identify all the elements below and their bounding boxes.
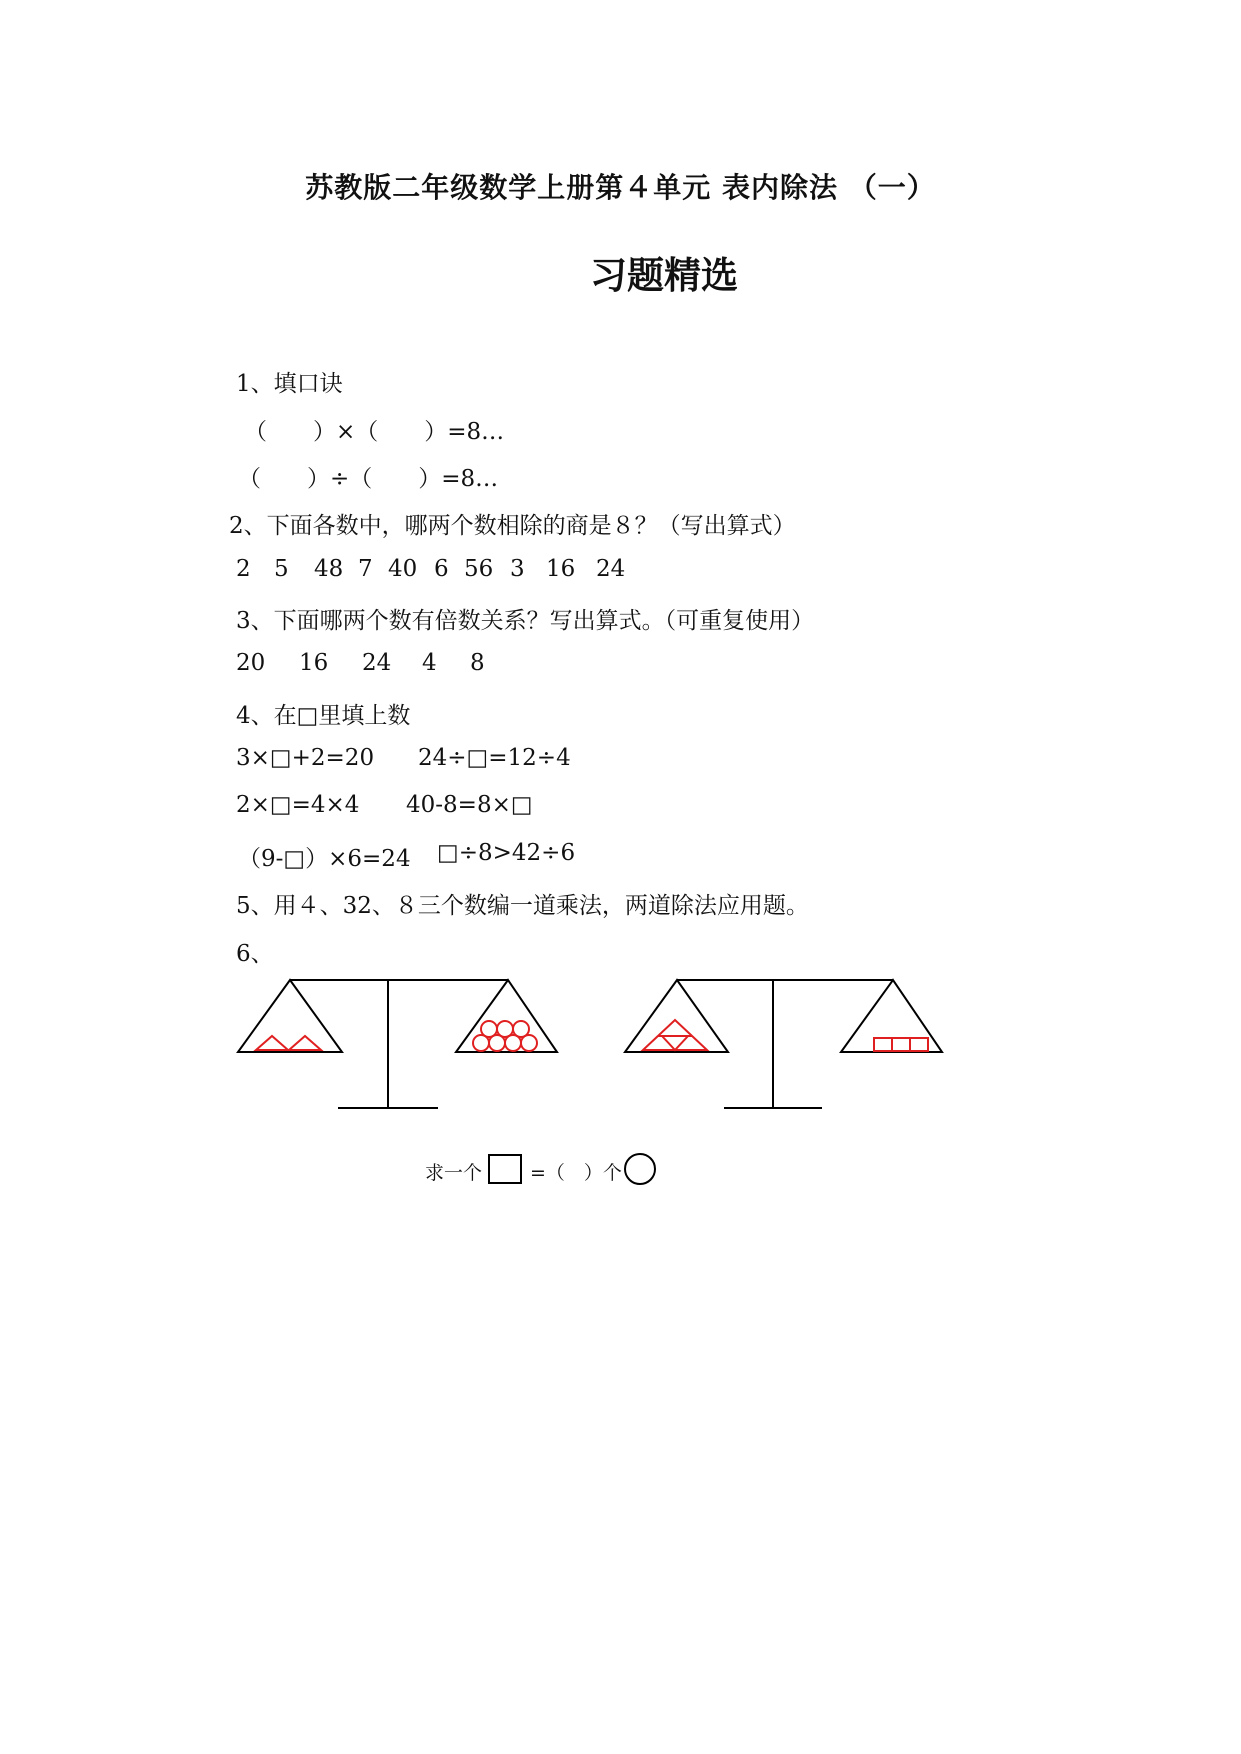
q2-number: 48 <box>314 556 344 582</box>
left-balance-scale <box>238 980 557 1108</box>
q4-eq1: 3×□+2=20 <box>236 745 375 771</box>
left-scale-right-pan <box>456 980 557 1052</box>
square-shape <box>874 1038 892 1051</box>
q3-number: 24 <box>362 650 392 676</box>
q4-eq6: □÷8>42÷6 <box>437 840 576 866</box>
triangle-shape <box>256 1036 288 1050</box>
circle-shape <box>497 1021 513 1037</box>
left-pan-triangles <box>256 1036 321 1050</box>
q2-number: 5 <box>274 556 289 582</box>
q3-number: 4 <box>422 650 437 676</box>
q2-number: 7 <box>358 556 373 582</box>
q4-eq2: 24÷□=12÷4 <box>418 745 571 771</box>
square-icon <box>489 1155 521 1183</box>
triangle-shape <box>289 1036 321 1050</box>
circle-shape <box>481 1021 497 1037</box>
square-shape <box>910 1038 928 1051</box>
right-pan-circles <box>473 1021 537 1051</box>
q2-number: 16 <box>546 556 576 582</box>
q2-number: 24 <box>596 556 626 582</box>
q4-label: 4、在□里填上数 <box>236 703 411 729</box>
q1-line1: （ ）×（ ）=8… <box>244 419 505 445</box>
right-pan-squares <box>874 1038 928 1051</box>
q1-line2: （ ）÷（ ）=8… <box>238 466 499 492</box>
q2-number: 40 <box>388 556 418 582</box>
q3-number: 20 <box>236 650 266 676</box>
q2-number: 56 <box>464 556 494 582</box>
q2-number: 2 <box>236 556 251 582</box>
left-pan-triangle-square-stack <box>643 1020 707 1050</box>
q2-number: 6 <box>434 556 449 582</box>
q4-eq5: （9-□）×6=24 <box>238 846 411 872</box>
q6-label: 6、 <box>236 941 274 967</box>
q5-label: 5、用４、32、８三个数编一道乘法，两道除法应用题。 <box>236 893 809 919</box>
triangle-shape <box>662 1036 688 1050</box>
q2-number: 3 <box>510 556 525 582</box>
circle-icon <box>625 1154 655 1184</box>
square-shape <box>892 1038 910 1051</box>
q4-eq3: 2×□=4×4 <box>236 792 360 818</box>
q6-caption-prefix: 求一个 <box>425 1162 483 1184</box>
right-scale-left-pan <box>625 980 728 1052</box>
page-title: 苏教版二年级数学上册第４单元 表内除法 （一） <box>305 171 936 204</box>
q3-label: 3、下面哪两个数有倍数关系？写出算式。（可重复使用） <box>236 608 815 634</box>
circle-shape <box>513 1021 529 1037</box>
q1-label: 1、填口诀 <box>236 371 343 397</box>
page-subtitle: 习题精选 <box>590 254 738 297</box>
q6-caption-equals: =（ ）个 <box>530 1162 622 1184</box>
q3-number: 8 <box>470 650 485 676</box>
right-balance-scale <box>625 980 942 1108</box>
left-scale-left-pan <box>238 980 342 1052</box>
q4-eq4: 40-8=8×□ <box>406 792 533 818</box>
q2-label: 2、下面各数中，哪两个数相除的商是８？（写出算式） <box>229 513 796 539</box>
q3-number: 16 <box>299 650 329 676</box>
